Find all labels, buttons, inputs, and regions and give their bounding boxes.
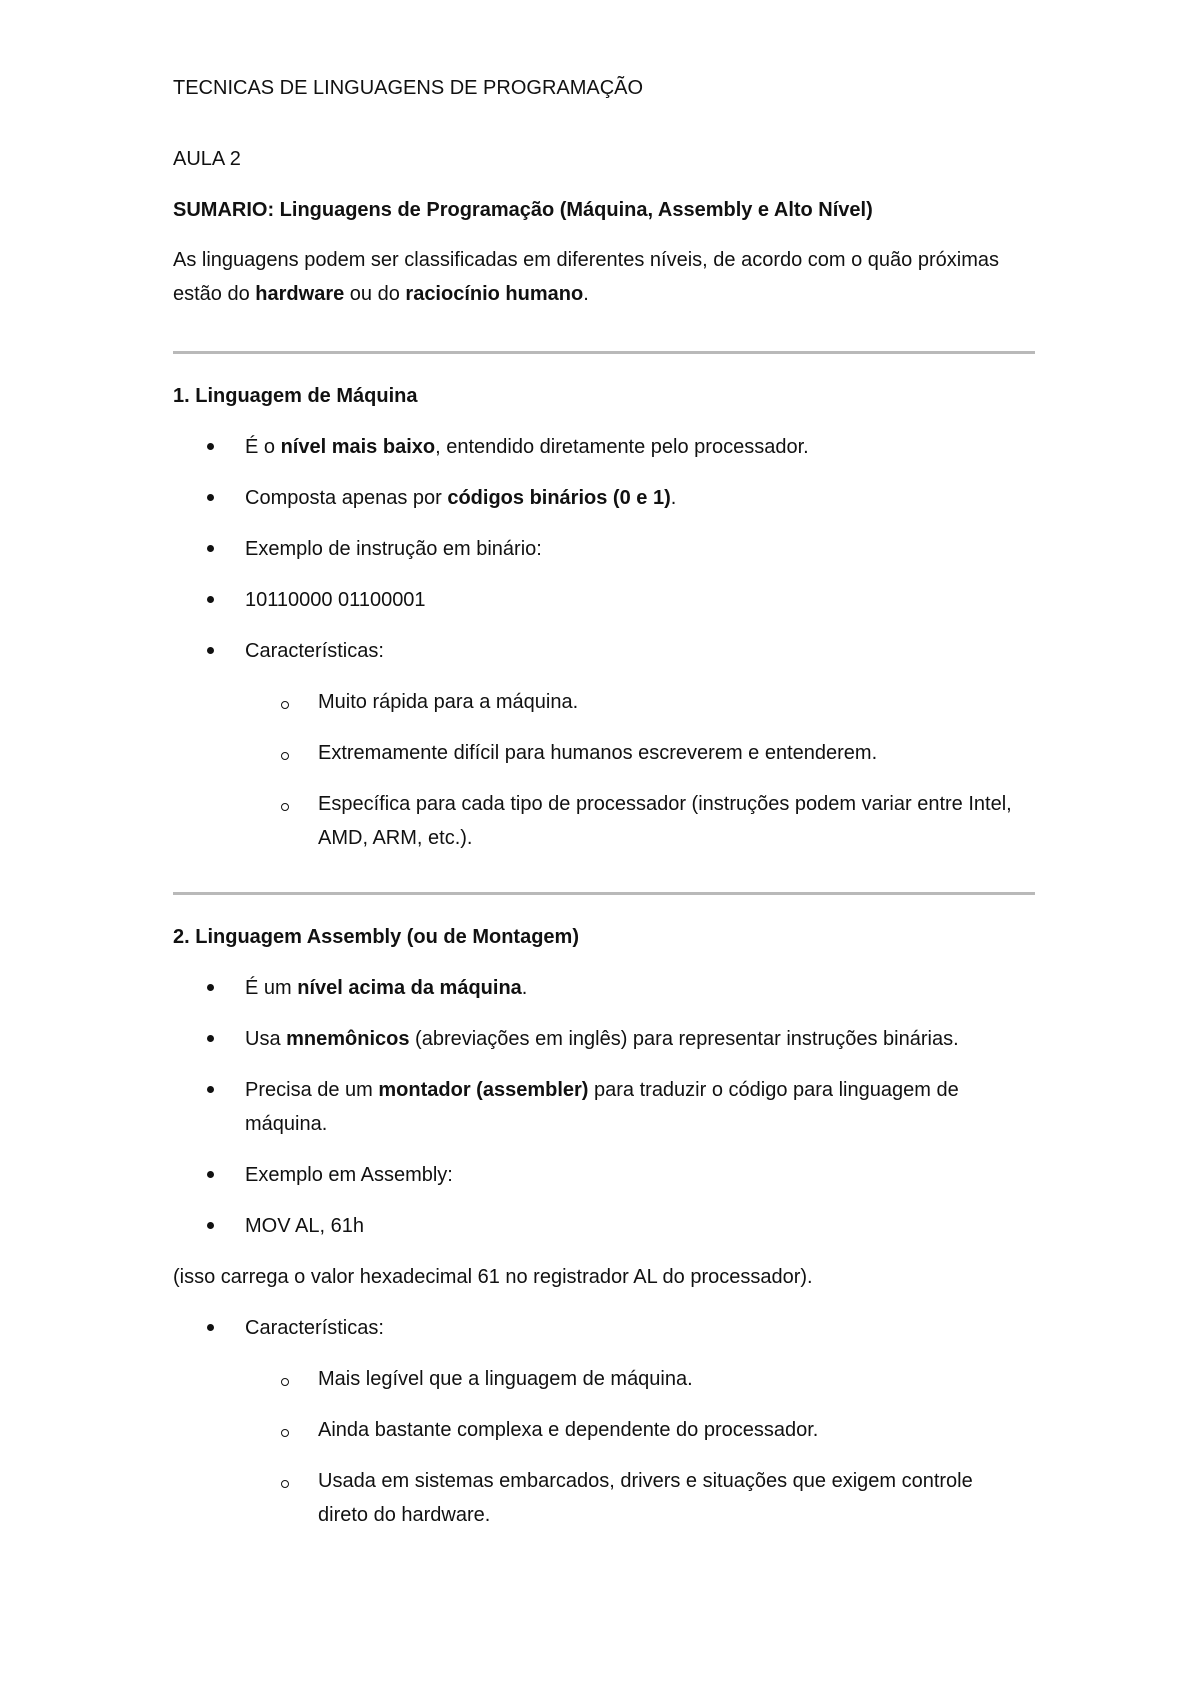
assembly-note: (isso carrega o valor hexadecimal 61 no registrador AL do processador). — [173, 1266, 813, 1288]
intro-bold-hardware: hardware — [255, 283, 345, 305]
lesson-label: AULA 2 — [173, 148, 241, 170]
course-title: TECNICAS DE LINGUAGENS DE PROGRAMAÇÃO — [173, 77, 644, 99]
list-item-binary-example: 10110000 01100001 — [245, 589, 426, 611]
list-item-text: Precisa de um — [245, 1079, 379, 1101]
bullet-icon — [205, 1073, 217, 1107]
sub-list-item: Usada em sistemas embarcados, drivers e situações que exigem controle direto do hardware. — [318, 1470, 973, 1526]
summary-text: Linguagens de Programação (Máquina, Assembly e Alto Nível) — [279, 199, 873, 221]
list-item: Exemplo de instrução em binário: — [245, 538, 542, 560]
section-divider — [173, 892, 1035, 895]
bullet-icon — [205, 1022, 217, 1056]
list-item-text: , entendido diretamente pelo processador. — [435, 436, 809, 458]
section2-heading-text: 2. Linguagem Assembly (ou de Montagem) — [173, 926, 579, 948]
sub-bullet-icon — [280, 1362, 292, 1396]
list-item-bold: nível mais baixo — [280, 436, 436, 458]
list-item: Exemplo em Assembly: — [245, 1164, 453, 1186]
list-item-text: É um — [245, 977, 298, 999]
sub-list-item: Muito rápida para a máquina. — [318, 691, 579, 713]
list-item: Características: — [245, 640, 384, 662]
intro-paragraph — [173, 243, 1033, 311]
section1-heading-text: 1. Linguagem de Máquina — [173, 385, 418, 407]
list-item — [245, 430, 809, 464]
bullet-icon — [205, 634, 217, 668]
intro-bold-human: raciocínio humano — [405, 283, 584, 305]
intro-text-2: ou do — [344, 283, 406, 305]
list-item-text: Composta apenas por — [245, 487, 448, 509]
bullet-icon — [205, 1311, 217, 1345]
list-item-bold: mnemônicos — [286, 1028, 410, 1050]
bullet-icon — [205, 1158, 217, 1192]
sub-bullet-icon — [280, 736, 292, 770]
list-item — [245, 1073, 1035, 1141]
bullet-icon — [205, 583, 217, 617]
list-item-text: para traduzir o código para linguagem de máquina. — [245, 1079, 959, 1135]
list-item-text: . — [670, 487, 677, 509]
bullet-icon — [205, 481, 217, 515]
intro-text-1: As linguagens podem ser classificadas em diferentes níveis, de acordo com o quão próximas estão do — [173, 249, 999, 305]
bullet-icon — [205, 1209, 217, 1243]
sub-list-item: Específica para cada tipo de processador (instruções podem variar entre Intel, AMD, ARM, etc.). — [318, 793, 1012, 849]
section2-heading — [173, 920, 579, 954]
bullet-icon — [205, 430, 217, 464]
sub-list-item: Extremamente difícil para humanos escreverem e entenderem. — [318, 742, 878, 764]
list-item-text: (abreviações em inglês) para representar instruções binárias. — [409, 1028, 959, 1050]
list-item — [245, 481, 676, 515]
sub-bullet-icon — [280, 1413, 292, 1447]
list-item-bold: nível acima da máquina — [297, 977, 522, 999]
sub-bullet-icon — [280, 787, 292, 821]
sub-list-item: Mais legível que a linguagem de máquina. — [318, 1368, 693, 1390]
list-item-bold: montador (assembler) — [378, 1079, 589, 1101]
list-item-text: Usa — [245, 1028, 287, 1050]
intro-text-3: . — [583, 283, 589, 305]
sub-bullet-icon — [280, 685, 292, 719]
sub-list-item: Ainda bastante complexa e dependente do processador. — [318, 1419, 819, 1441]
list-item — [245, 971, 527, 1005]
list-item-bold: códigos binários (0 e 1) — [447, 487, 671, 509]
bullet-icon — [205, 532, 217, 566]
list-item-text: . — [521, 977, 528, 999]
list-item — [245, 1022, 959, 1056]
section-divider — [173, 351, 1035, 354]
section1-heading — [173, 379, 417, 413]
sub-bullet-icon — [280, 1464, 292, 1498]
list-item: Características: — [245, 1317, 384, 1339]
summary-line — [173, 193, 873, 227]
summary-label: SUMARIO: — [173, 199, 275, 221]
list-item-assembly-example: MOV AL, 61h — [245, 1215, 364, 1237]
bullet-icon — [205, 971, 217, 1005]
list-item-text: É o — [245, 436, 281, 458]
